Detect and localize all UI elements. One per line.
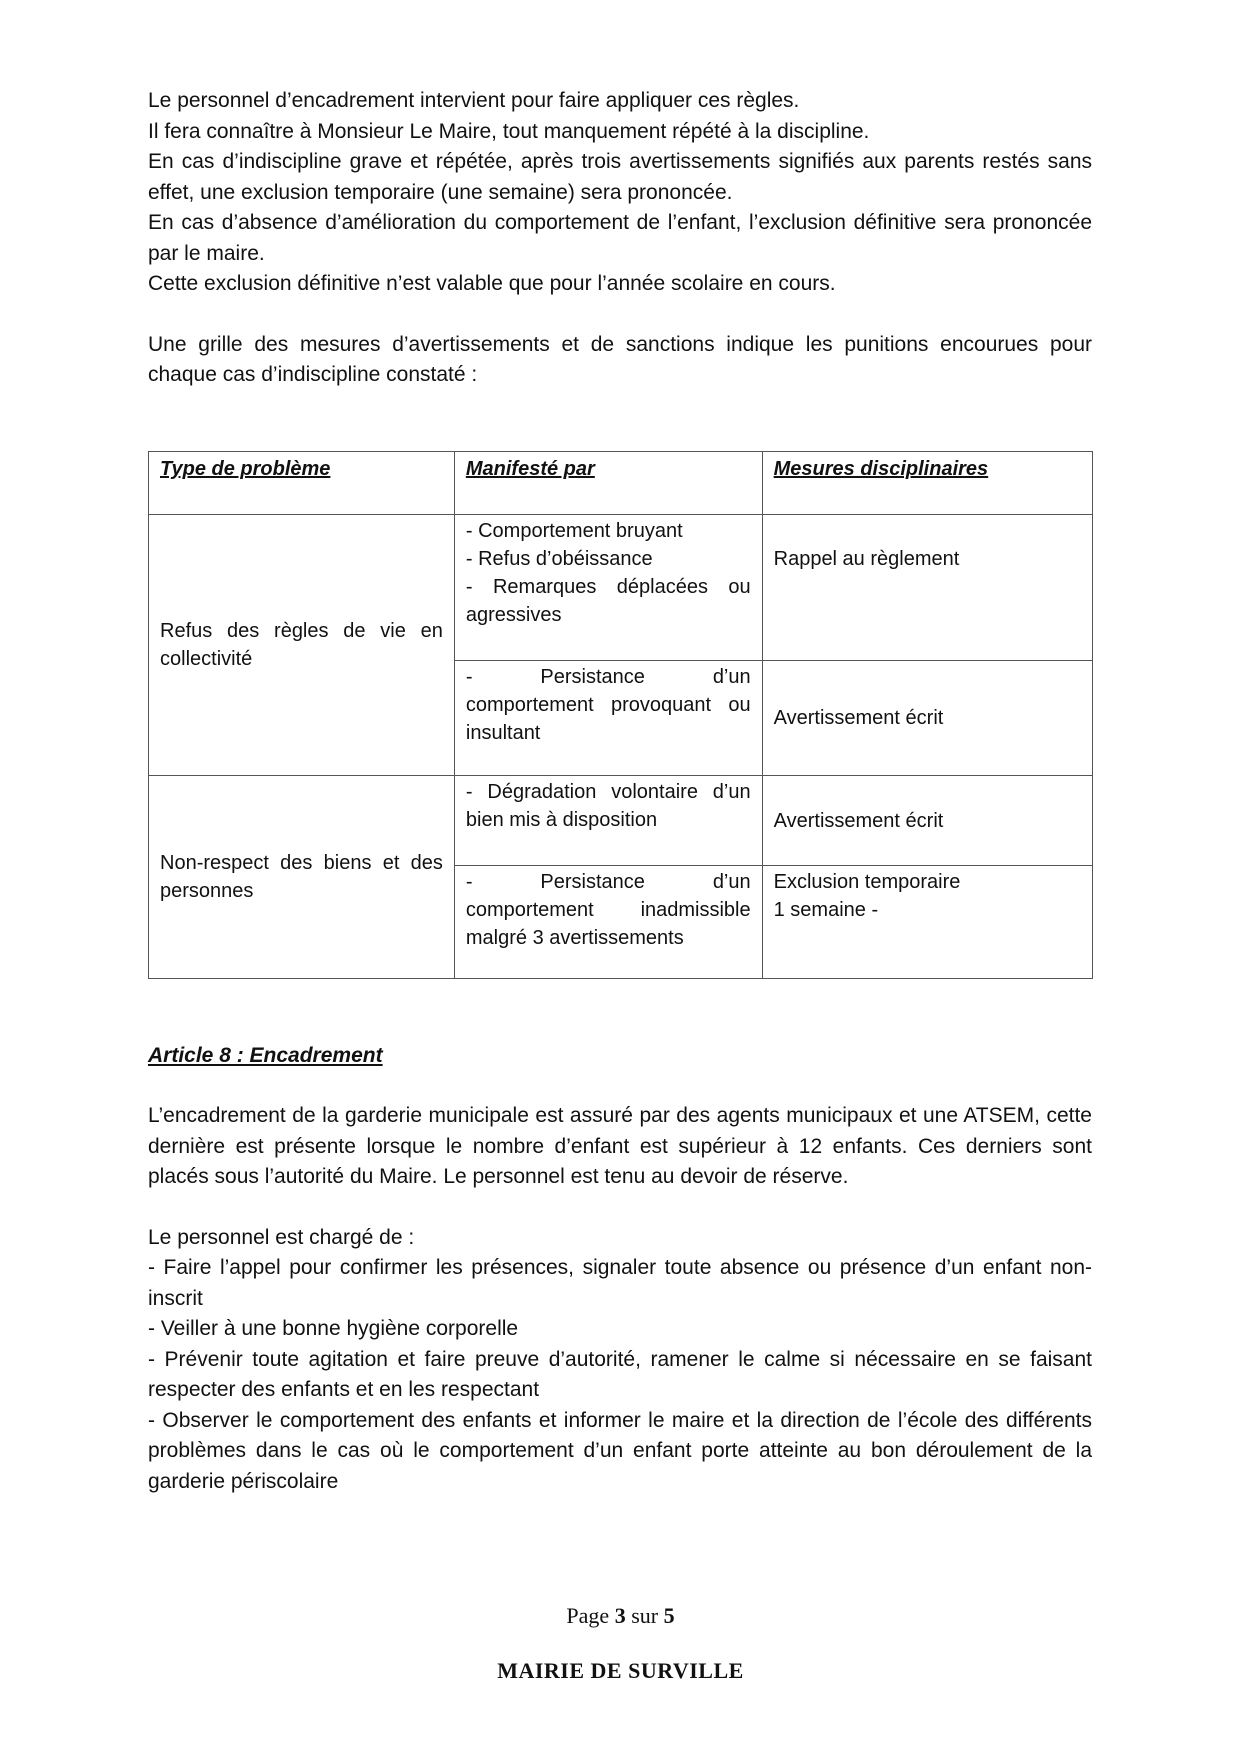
manifest-line: - Remarques déplacées ou agressives [465,576,751,626]
intro-section [148,86,1092,391]
grid-intro-paragraph: Une grille des mesures d’avertissements et de sanctions indique les punitions encourues pour chaque cas d’indiscipline constaté : [148,332,1092,386]
article-8-paragraph: L’encadrement de la garderie municipale est assuré par des agents municipaux et une ATSEM, cette dernière est présente lorsque le nombre d’enfant est supérieur à 12 enfants. Ces derniers sont placés sous l’autorité du Maire. Le personnel est tenu au devoir de réserve. [148,1104,1092,1188]
problem-type-text: Non-respect des biens et des personnes [160,852,443,902]
manifest-line: - Comportement bruyant [465,520,683,542]
duty-item: - Veiller à une bonne hygiène corporelle [148,1317,519,1340]
page-current: 3 [614,1603,626,1628]
measure-line: Avertissement écrit [773,809,944,832]
intro-line: En cas d’indiscipline grave et répétée, après trois avertissements signifiés aux parents restés sans effet, une exclusion temporaire (une semaine) sera prononcée. [148,150,1092,204]
page-sep: sur [631,1603,659,1628]
page-total: 5 [663,1603,675,1628]
table-row [149,776,1093,866]
manifest-cell [454,776,762,866]
measure-line: Rappel au règlement [773,548,960,570]
manifest-cell [454,866,762,979]
page-number [0,1601,1241,1632]
organization-name: MAIRIE DE SURVILLE [497,1658,744,1683]
article-8-title: Article 8 : Encadrement [148,1044,383,1067]
measure-line: Avertissement écrit [773,707,944,729]
measure-line: Exclusion temporaire [773,871,961,893]
sanctions-table [148,451,1093,979]
intro-line: Le personnel d’encadrement intervient pour faire appliquer ces règles. [148,89,800,112]
header-type: Type de problème [149,452,455,515]
page-prefix: Page [566,1603,610,1628]
duties-intro: Le personnel est chargé de : [148,1225,415,1249]
problem-type-cell [149,776,455,979]
problem-type-text: Refus des règles de vie en collectivité [160,620,443,670]
intro-line: En cas d’absence d’amélioration du comportement de l’enfant, l’exclusion définitive sera prononcée par le maire. [148,211,1092,265]
measure-line: 1 semaine - [773,899,879,921]
manifest-line: - Persistance d’un comportement inadmissible malgré 3 avertissements [465,871,751,949]
measure-cell [762,866,1092,979]
manifest-cell [454,515,762,661]
manifest-line: - Refus d’obéissance [465,548,653,570]
article-8-body [148,1101,1092,1497]
table-row [149,515,1093,661]
intro-line: Il fera connaître à Monsieur Le Maire, tout manquement répété à la discipline. [148,119,870,143]
table-header-row [149,452,1093,515]
measure-cell [762,661,1092,776]
measure-cell [762,515,1092,661]
intro-line: Cette exclusion définitive n’est valable que pour l’année scolaire en cours. [148,272,836,295]
duty-item: - Prévenir toute agitation et faire preuve d’autorité, ramener le calme si nécessaire en se faisant respecter des enfants et en les respectant [148,1347,1092,1401]
manifest-cell [454,661,762,776]
duty-item: - Faire l’appel pour confirmer les présences, signaler toute absence ou présence d’un enfant non-inscrit [148,1256,1092,1310]
duty-item: - Observer le comportement des enfants et informer le maire et la direction de l’école des différents problèmes dans le cas où le comportement d’un enfant porte atteinte au bon déroulement de la garderie périscolaire [148,1408,1092,1493]
header-measures: Mesures disciplinaires [762,452,1092,515]
manifest-line: - Dégradation volontaire d’un bien mis à disposition [465,781,751,831]
measure-cell [762,776,1092,866]
header-manifest: Manifesté par [454,452,762,515]
problem-type-cell [149,515,455,776]
manifest-line: - Persistance d’un comportement provoquant ou insultant [465,666,751,744]
